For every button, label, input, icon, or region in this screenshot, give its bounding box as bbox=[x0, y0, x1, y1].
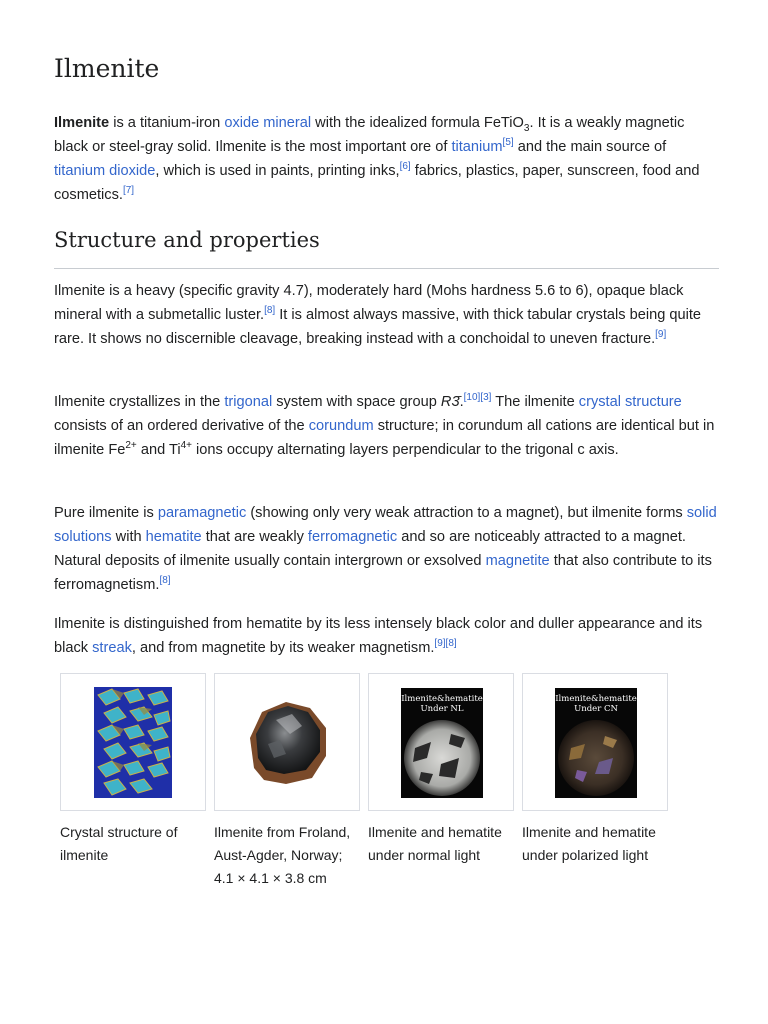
gallery-item bbox=[214, 673, 360, 890]
ref-8[interactable]: [8] bbox=[264, 305, 276, 316]
heading-divider bbox=[54, 268, 719, 269]
ref-7[interactable]: [7] bbox=[122, 185, 135, 196]
link-trigonal[interactable]: trigonal bbox=[224, 394, 273, 410]
gallery-item bbox=[522, 673, 668, 867]
text: It is almost always massive, with thick tabular crystals being quite rare. It shows no discernible cleavage, breaking instead with a conchoidal to uneven fracture. bbox=[54, 307, 702, 347]
micrograph-label-line: Under NL bbox=[420, 704, 464, 714]
gallery-image-polarized-light[interactable] bbox=[522, 673, 668, 811]
text: The ilmenite bbox=[491, 394, 579, 410]
section-heading: Structure and properties bbox=[54, 228, 320, 252]
gallery-item bbox=[60, 673, 206, 867]
text: that are weakly bbox=[201, 529, 308, 545]
gallery-caption: Ilmenite and hematite under polarized light bbox=[522, 824, 656, 863]
ref-9[interactable]: [9] bbox=[655, 329, 667, 340]
gallery-caption: Crystal structure of ilmenite bbox=[60, 824, 178, 863]
link-ferromagnetic[interactable]: ferromagnetic bbox=[307, 529, 398, 545]
text: that also contribute to its ferromagnetism. bbox=[54, 553, 712, 593]
ref-10-3[interactable]: [10][3] bbox=[463, 392, 492, 403]
text: and so are noticeably attracted to a magnet. Natural deposits of ilmenite usually contain intergrown or exsolved bbox=[54, 529, 686, 569]
text: Ilmenite is a heavy (specific gravity 4.7), moderately hard (Mohs hardness 5.6 to 6), opaque black mineral with a submetallic luster. bbox=[54, 283, 684, 323]
link-oxide-mineral[interactable]: oxide mineral bbox=[224, 115, 312, 131]
micrograph-label bbox=[555, 688, 637, 714]
text: with bbox=[111, 529, 146, 545]
text: system with space group bbox=[272, 394, 441, 410]
ilmenite-specimen-image bbox=[246, 698, 330, 784]
link-magnetite[interactable]: magnetite bbox=[485, 553, 550, 569]
paragraph-crystal bbox=[54, 390, 719, 462]
micrograph-label-line: Ilmenite&hematite bbox=[555, 694, 637, 704]
gallery-image-normal-light[interactable] bbox=[368, 673, 514, 811]
superscript: 2+ bbox=[125, 440, 137, 451]
space-group: R3̄ bbox=[440, 394, 460, 410]
text: Ilmenite crystallizes in the bbox=[54, 394, 225, 410]
link-streak[interactable]: streak bbox=[92, 640, 132, 656]
link-hematite[interactable]: hematite bbox=[145, 529, 202, 545]
paragraph-properties bbox=[54, 279, 719, 351]
micrograph-label bbox=[401, 688, 483, 714]
link-titanium-dioxide[interactable]: titanium dioxide bbox=[54, 163, 156, 179]
subscript: 3 bbox=[523, 123, 530, 134]
gallery-image-crystal-structure[interactable] bbox=[60, 673, 206, 811]
paragraph-magnetism bbox=[54, 501, 719, 597]
text: and Ti bbox=[136, 442, 181, 458]
text: consists of an ordered derivative of the bbox=[54, 418, 309, 434]
text: Ilmenite is distinguished from hematite by its less intensely black color and duller appearance and its black bbox=[54, 616, 703, 656]
gallery-caption: Ilmenite and hematite under normal light bbox=[368, 824, 502, 863]
text: , which is used in paints, printing inks, bbox=[155, 163, 400, 179]
link-solid-solutions[interactable]: solid solutions bbox=[54, 505, 717, 545]
text: with the idealized formula FeTiO bbox=[311, 115, 524, 131]
text: , and from magnetite by its weaker magnetism. bbox=[131, 640, 435, 656]
text: (showing only very weak attraction to a magnet), but ilmenite forms bbox=[246, 505, 687, 521]
text: . It is a weakly magnetic black or steel-gray solid. Ilmenite is the most important ore of bbox=[54, 115, 685, 155]
link-paramagnetic[interactable]: paramagnetic bbox=[157, 505, 247, 521]
gallery-caption: Ilmenite from Froland, Aust-Agder, Norway; 4.1 × 4.1 × 3.8 cm bbox=[214, 824, 351, 886]
text: ions occupy alternating layers perpendicular to the trigonal c axis. bbox=[192, 442, 619, 458]
text: Pure ilmenite is bbox=[54, 505, 158, 521]
intro-paragraph bbox=[54, 111, 719, 207]
link-corundum[interactable]: corundum bbox=[308, 418, 374, 434]
gallery-item bbox=[368, 673, 514, 867]
gallery-image-specimen[interactable] bbox=[214, 673, 360, 811]
ref-9-8[interactable]: [9][8] bbox=[434, 638, 457, 649]
ref-6[interactable]: [6] bbox=[399, 161, 411, 172]
superscript: 4+ bbox=[180, 440, 192, 451]
micrograph-polarized-light bbox=[555, 688, 637, 798]
ref-5[interactable]: [5] bbox=[502, 137, 514, 148]
text: . bbox=[459, 394, 464, 410]
text: is a titanium-iron bbox=[109, 115, 225, 131]
link-titanium[interactable]: titanium bbox=[451, 139, 503, 155]
text: and the main source of bbox=[513, 139, 667, 155]
page-title: Ilmenite bbox=[54, 54, 160, 83]
micrograph-label-line: Under CN bbox=[574, 704, 618, 714]
link-crystal-structure[interactable]: crystal structure bbox=[578, 394, 682, 410]
micrograph-normal-light bbox=[401, 688, 483, 798]
micrograph-label-line: Ilmenite&hematite bbox=[401, 694, 483, 704]
text: fabrics, plastics, paper, sunscreen, food and cosmetics. bbox=[54, 163, 700, 203]
crystal-structure-image bbox=[94, 687, 172, 798]
paragraph-distinguish bbox=[54, 612, 719, 660]
ref-8[interactable]: [8] bbox=[159, 575, 171, 586]
lead-term: Ilmenite bbox=[54, 115, 110, 131]
text: structure; in corundum all cations are identical but in ilmenite Fe bbox=[54, 418, 715, 458]
